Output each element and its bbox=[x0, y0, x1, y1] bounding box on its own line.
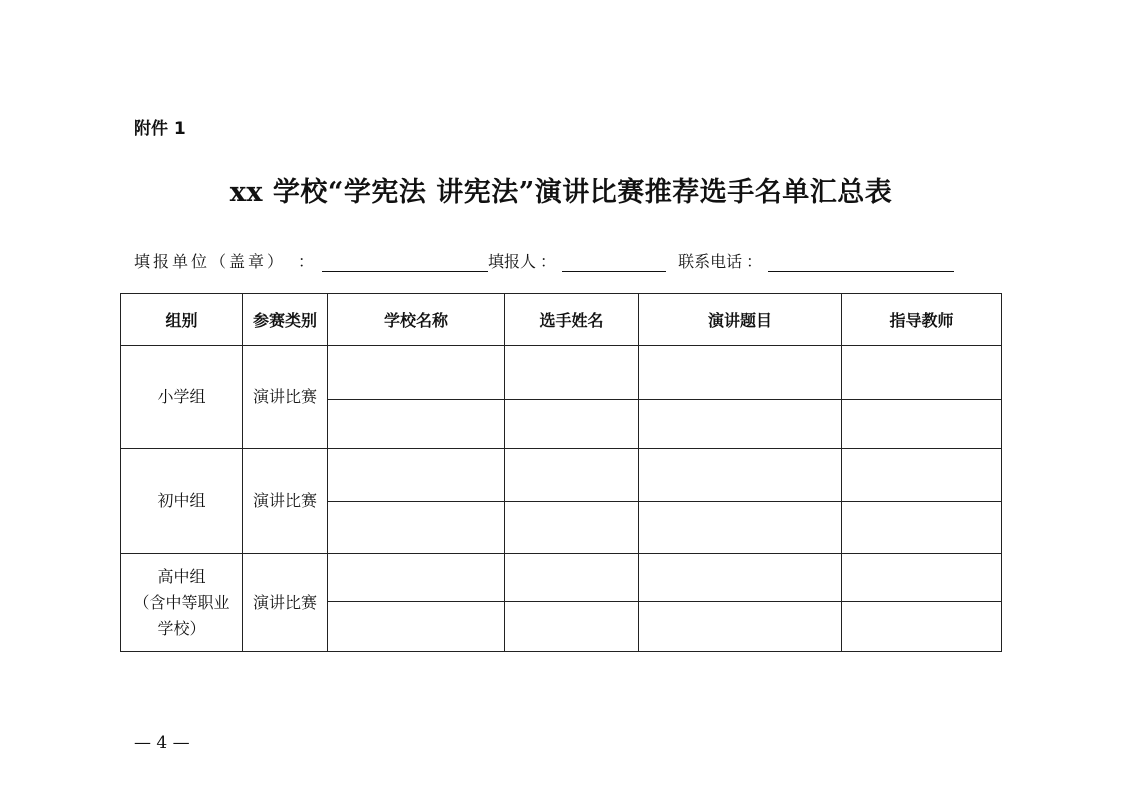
contestant-name-cell[interactable] bbox=[505, 502, 639, 554]
instructor-cell[interactable] bbox=[842, 346, 1002, 400]
speech-topic-cell[interactable] bbox=[639, 400, 842, 449]
school-name-cell[interactable] bbox=[328, 346, 505, 400]
group-senior-line3: 学校） bbox=[157, 618, 206, 638]
group-senior-line2: （含中等职业 bbox=[133, 592, 230, 612]
instructor-cell[interactable] bbox=[842, 554, 1002, 602]
header-school-name: 学校名称 bbox=[328, 294, 505, 346]
person-colon: ： bbox=[540, 252, 557, 271]
speech-topic-cell[interactable] bbox=[639, 502, 842, 554]
category-cell: 演讲比赛 bbox=[243, 554, 328, 652]
instructor-cell[interactable] bbox=[842, 449, 1002, 502]
contestant-name-cell[interactable] bbox=[505, 554, 639, 602]
school-name-cell[interactable] bbox=[328, 554, 505, 602]
unit-label: 填报单位（盖章） bbox=[134, 252, 287, 271]
document-title: xx 学校“学宪法 讲宪法”演讲比赛推荐选手名单汇总表 bbox=[229, 177, 893, 208]
unit-blank-line[interactable] bbox=[322, 251, 488, 272]
header-instructor: 指导教师 bbox=[842, 294, 1002, 346]
speech-topic-cell[interactable] bbox=[639, 346, 842, 400]
speech-topic-cell[interactable] bbox=[639, 554, 842, 602]
person-blank-line[interactable] bbox=[562, 251, 666, 272]
group-cell-primary: 小学组 bbox=[121, 346, 243, 449]
speech-topic-cell[interactable] bbox=[639, 449, 842, 502]
speech-topic-cell[interactable] bbox=[639, 602, 842, 652]
school-name-cell[interactable] bbox=[328, 449, 505, 502]
group-cell-junior: 初中组 bbox=[121, 449, 243, 554]
phone-colon: ： bbox=[746, 252, 763, 271]
school-name-cell[interactable] bbox=[328, 602, 505, 652]
category-cell: 演讲比赛 bbox=[243, 449, 328, 554]
contestant-name-cell[interactable] bbox=[505, 400, 639, 449]
person-label: 填报人 bbox=[488, 252, 537, 271]
table-row bbox=[121, 449, 1002, 502]
header-group: 组别 bbox=[121, 294, 243, 346]
header-category: 参赛类别 bbox=[243, 294, 328, 346]
table-row bbox=[121, 346, 1002, 400]
table-header-row bbox=[121, 294, 1002, 346]
header-contestant-name: 选手姓名 bbox=[505, 294, 639, 346]
page-number: — 4 — bbox=[134, 733, 190, 753]
instructor-cell[interactable] bbox=[842, 602, 1002, 652]
category-cell: 演讲比赛 bbox=[243, 346, 328, 449]
instructor-cell[interactable] bbox=[842, 502, 1002, 554]
form-info-row bbox=[134, 248, 954, 272]
contestant-name-cell[interactable] bbox=[505, 602, 639, 652]
summary-table bbox=[120, 293, 1002, 652]
contestant-name-cell[interactable] bbox=[505, 346, 639, 400]
school-name-cell[interactable] bbox=[328, 400, 505, 449]
contestant-name-cell[interactable] bbox=[505, 449, 639, 502]
phone-label: 联系电话 bbox=[678, 252, 743, 271]
group-senior-line1: 高中组 bbox=[157, 566, 206, 586]
instructor-cell[interactable] bbox=[842, 400, 1002, 449]
table-row bbox=[121, 554, 1002, 602]
phone-blank-line[interactable] bbox=[768, 251, 954, 272]
unit-colon: ： bbox=[298, 252, 315, 271]
header-speech-topic: 演讲题目 bbox=[639, 294, 842, 346]
group-cell-senior bbox=[121, 554, 243, 652]
school-name-cell[interactable] bbox=[328, 502, 505, 554]
attachment-label: 附件 1 bbox=[134, 119, 186, 139]
